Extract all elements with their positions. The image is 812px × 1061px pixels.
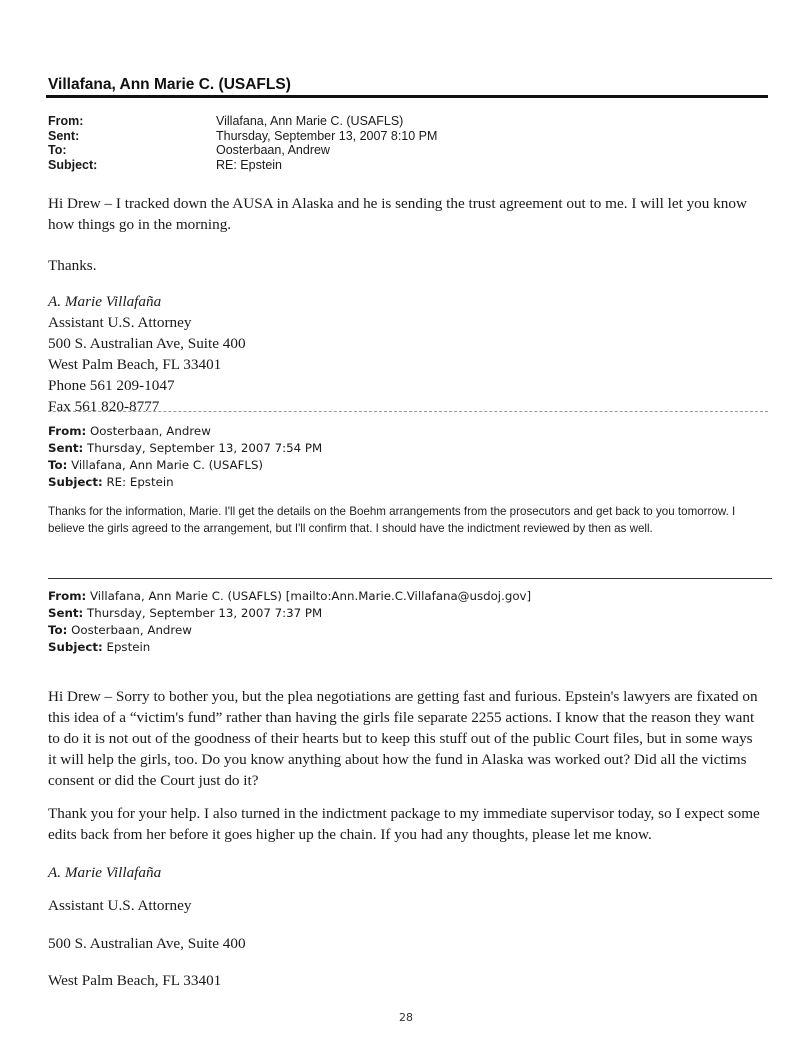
signature-name: A. Marie Villafaña bbox=[48, 293, 162, 310]
to-label: To: bbox=[48, 143, 67, 157]
message3-subject-row bbox=[48, 639, 531, 656]
message3-from-value: Villafana, Ann Marie C. (USAFLS) [mailto:Ann.Marie.C.Villafana@usdoj.gov] bbox=[90, 589, 532, 603]
signature-title: Assistant U.S. Attorney bbox=[48, 314, 192, 331]
signature-phone: Phone 561 209-1047 bbox=[48, 377, 175, 394]
signature2-title: Assistant U.S. Attorney bbox=[48, 897, 192, 914]
message2-subject-value: RE: Epstein bbox=[106, 475, 174, 489]
message-divider-solid bbox=[48, 578, 772, 579]
signature-address-line-2: West Palm Beach, FL 33401 bbox=[48, 356, 222, 373]
signature2-address-line-2: West Palm Beach, FL 33401 bbox=[48, 972, 222, 989]
sent-label: Sent: bbox=[48, 128, 80, 143]
message3-subject-value: Epstein bbox=[106, 640, 151, 654]
signature-address-line-1: 500 S. Australian Ave, Suite 400 bbox=[48, 335, 246, 352]
message3-paragraph-2: Thank you for your help. I also turned in the indictment package to my immediate supervisor today, so I expect some edits back from her before it goes higher up the chain. If you had any thoughts, please let me know. bbox=[48, 805, 760, 843]
message2-body: Thanks for the information, Marie. I'll get the details on the Boehm arrangements from the prosecutors and get back to you tomorrow. I believe the girls agreed to the arrangement, but I'll confirm that. I should have the indictment reviewed by then as well. bbox=[48, 505, 736, 535]
message2-sent-label: Sent: bbox=[48, 441, 84, 455]
message1-paragraph-1: Hi Drew – I tracked down the AUSA in Alaska and he is sending the trust agreement out to me. I will let you know how things go in the morning. bbox=[48, 195, 747, 233]
signature2-name: A. Marie Villafaña bbox=[48, 864, 162, 881]
message2-subject-row bbox=[48, 474, 322, 491]
page-number: 28 bbox=[399, 1011, 413, 1024]
message3-paragraph-1: Hi Drew – Sorry to bother you, but the plea negotiations are getting fast and furious. Epstein's lawyers are fixated on this idea of a “victim's fund” rather than having the girls file separate 2255 actions. I know that the reason they want to do it is not out of the goodness of their hearts but to keep this stuff out of the public Court files, but in some ways it will help the girls, too. Do you know anything about how the fund in Alaska was worked out? Did all the victims consent or did the Court just do it? bbox=[48, 688, 758, 789]
sent-value: Thursday, September 13, 2007 8:10 PM bbox=[216, 128, 438, 143]
signature2-address-line-1: 500 S. Australian Ave, Suite 400 bbox=[48, 935, 246, 952]
message2-from-label: From: bbox=[48, 424, 87, 438]
header-from-row bbox=[48, 114, 437, 129]
message2-from-value: Oosterbaan, Andrew bbox=[90, 424, 211, 438]
message2-sent-value: Thursday, September 13, 2007 7:54 PM bbox=[87, 441, 323, 455]
from-label: From: bbox=[48, 114, 84, 128]
message2-sent-row bbox=[48, 440, 322, 457]
message3-header bbox=[48, 588, 531, 656]
to-value: Oosterbaan, Andrew bbox=[216, 143, 330, 157]
page-title: Villafana, Ann Marie C. (USAFLS) bbox=[48, 76, 291, 93]
message3-sent-label: Sent: bbox=[48, 606, 84, 620]
message-divider-dashed bbox=[48, 411, 768, 412]
message3-to-value: Oosterbaan, Andrew bbox=[71, 623, 192, 637]
message3-sent-value: Thursday, September 13, 2007 7:37 PM bbox=[87, 606, 323, 620]
title-divider bbox=[46, 95, 768, 98]
message3-from-row bbox=[48, 588, 531, 605]
message2-to-label: To: bbox=[48, 458, 68, 472]
message3-sent-row bbox=[48, 605, 531, 622]
message2-to-value: Villafana, Ann Marie C. (USAFLS) bbox=[71, 458, 264, 472]
email-header bbox=[48, 114, 437, 172]
header-sent-row bbox=[48, 129, 437, 144]
subject-value: RE: Epstein bbox=[216, 157, 283, 172]
header-to-row bbox=[48, 143, 437, 158]
message3-to-row bbox=[48, 622, 531, 639]
message2-to-row bbox=[48, 457, 322, 474]
message2-header bbox=[48, 423, 322, 491]
message2-subject-label: Subject: bbox=[48, 475, 103, 489]
from-value: Villafana, Ann Marie C. (USAFLS) bbox=[216, 114, 404, 128]
signature-block-1 bbox=[48, 291, 760, 417]
subject-label: Subject: bbox=[48, 157, 98, 172]
message1-paragraph-2: Thanks. bbox=[48, 257, 97, 274]
header-subject-row bbox=[48, 158, 437, 173]
message3-to-label: To: bbox=[48, 623, 68, 637]
message3-subject-label: Subject: bbox=[48, 640, 103, 654]
message2-from-row bbox=[48, 423, 322, 440]
signature-fax: Fax 561 820-8777 bbox=[48, 398, 160, 415]
message3-from-label: From: bbox=[48, 589, 87, 603]
